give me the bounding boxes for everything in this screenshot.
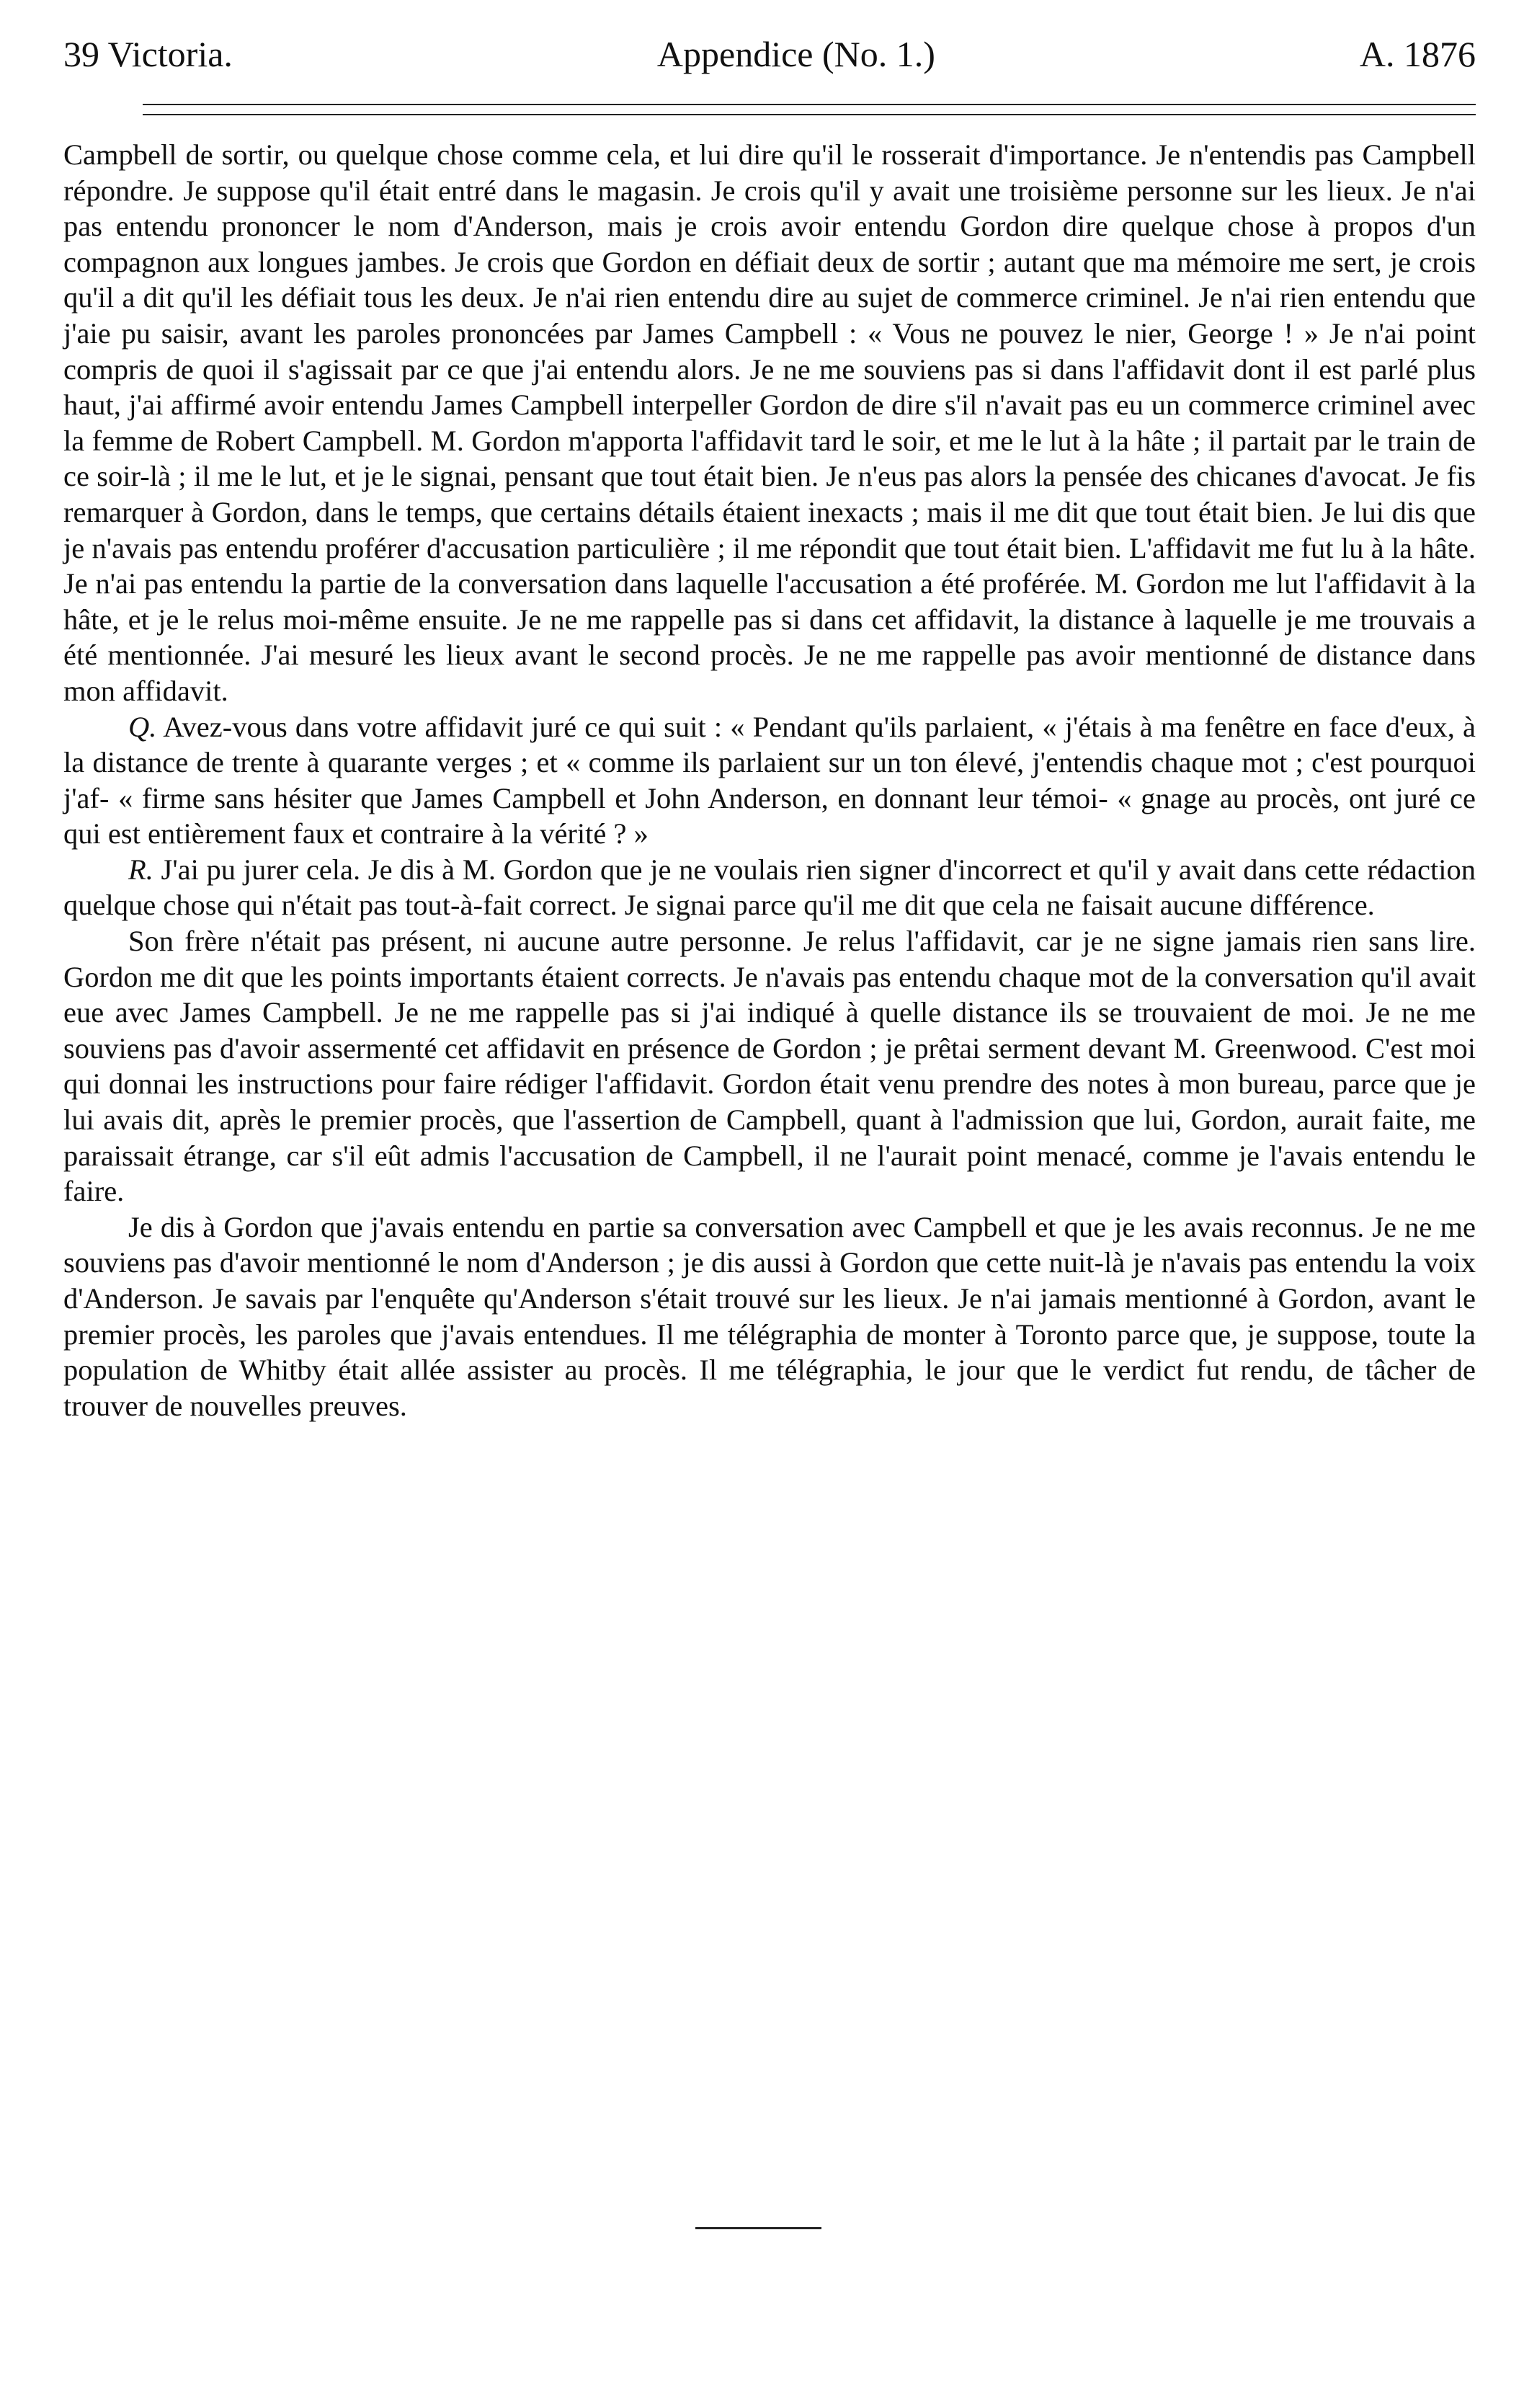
question-label: Q.: [128, 710, 157, 743]
header-title: Appendice (No. 1.): [656, 34, 935, 74]
header-year: A. 1876: [1359, 34, 1476, 74]
document-page: [63, 29, 1476, 1423]
body-text: [63, 137, 1476, 1423]
paragraph-text: Avez-vous dans votre affidavit juré ce qui suit : « Pendant qu'ils parlaient, « j'étais à ma fenêtre en face d'eux, à la distance de trente à quarante verges ; et « comme ils parlaient sur un ton élevé, j'entendis chaque mot ; c'est pourquoi j'af- « firme sans hésiter que James Campbell et John Anderson, en donnant leur témoi- « gnage au procès, ont juré ce qui est entièrement faux et contraire à la vérité ? »: [63, 710, 1476, 850]
paragraph-question: [63, 709, 1476, 852]
paragraph: [63, 923, 1476, 1209]
paragraph-text: J'ai pu jurer cela. Je dis à M. Gordon que je ne voulais rien signer d'incorrect et qu'il y avait dans cette rédaction quelque chose qui n'était pas tout-à-fait correct. Je signai parce qu'il me dit que cela ne faisait aucune différence.: [63, 853, 1476, 922]
paragraph: [63, 1209, 1476, 1424]
header-double-rule: [143, 104, 1476, 115]
paragraph-text: Je dis à Gordon que j'avais entendu en partie sa conversation avec Campbell et que je les avais reconnus. Je ne me souviens pas d'avoir mentionné le nom d'Anderson ; je dis aussi à Gordon que cette nuit-là je n'avais pas entendu la voix d'Anderson. Je savais par l'enquête qu'Anderson s'était trouvé sur les lieux. Je n'ai jamais mentionné à Gordon, avant le premier procès, les paroles que j'avais entendues. Il me télégraphia de monter à Toronto parce que, je suppose, toute la population de Whitby était allée assister au procès. Il me télégraphia, le jour que le verdict fut rendu, de tâcher de trouver de nouvelles preuves.: [63, 1210, 1476, 1422]
paragraph-text: Campbell de sortir, ou quelque chose comme cela, et lui dire qu'il le rosserait d'importance. Je n'entendis pas Campbell répondre. Je suppose qu'il était entré dans le magasin. Je crois qu'il y avait une troisième personne sur les lieux. Je n'ai pas entendu prononcer le nom d'Anderson, mais je crois avoir entendu Gordon dire quelque chose à propos d'un compagnon aux longues jambes. Je crois que Gordon en défiait deux de sortir ; autant que ma mémoire me sert, je crois qu'il a dit qu'il les défiait tous les deux. Je n'ai rien entendu dire au sujet de commerce criminel. Je n'ai rien entendu que j'aie pu saisir, avant les paroles prononcées par James Campbell : « Vous ne pouvez le nier, George ! » Je n'ai point compris de quoi il s'agissait par ce que j'ai entendu alors. Je ne me souviens pas si dans l'affidavit dont il est parlé plus haut, j'ai affirmé avoir entendu James Campbell interpeller Gordon de dire s'il n'avait pas eu un commerce criminel avec la femme de Robert Campbell. M. Gordon m'apporta l'affidavit tard le soir, et me le lut à la hâte ; il partait par le train de ce soir-là ; il me le lut, et je le signai, pensant que tout était bien. Je n'eus pas alors la pensée des chicanes d'avocat. Je fis remarquer à Gordon, dans le temps, que certains détails étaient inexacts ; mais il me dit que tout était bien. Je lui dis que je n'avais pas entendu proférer d'accusation particulière ; il me répondit que tout était bien. L'affidavit me fut lu à la hâte. Je n'ai pas entendu la partie de la conversation dans laquelle l'accusation a été proférée. M. Gordon me lut l'affidavit à la hâte, et je le relus moi-même ensuite. Je ne me rappelle pas si dans cet affidavit, la distance à laquelle je me trouvais a été mentionnée. J'ai mesuré les lieux avant le second procès. Je ne me rappelle pas avoir mentionné de distance dans mon affidavit.: [63, 138, 1476, 707]
paragraph: [63, 137, 1476, 709]
end-rule: [695, 2227, 821, 2229]
paragraph-answer: [63, 852, 1476, 923]
running-header: [63, 29, 1476, 79]
paragraph-text: Son frère n'était pas présent, ni aucune autre personne. Je relus l'affidavit, car je ne signe jamais rien sans lire. Gordon me dit que les points importants étaient corrects. Je n'avais pas entendu chaque mot de la conversation qu'il avait eue avec James Campbell. Je ne me rappelle pas si j'ai indiqué à quelle distance ils se trouvaient de moi. Je ne me souviens pas d'avoir assermenté cet affidavit en présence de Gordon ; je prêtai serment devant M. Greenwood. C'est moi qui donnai les instructions pour faire rédiger l'affidavit. Gordon était venu prendre des notes à mon bureau, parce que je lui avais dit, après le premier procès, que l'assertion de Campbell, quant à l'admission que lui, Gordon, aurait faite, me paraissait étrange, car s'il eût admis l'accusation de Campbell, il ne l'aurait point menacé, comme je l'avais entendu le faire.: [63, 925, 1476, 1208]
answer-label: R.: [128, 853, 153, 886]
header-session: 39 Victoria.: [63, 34, 233, 74]
